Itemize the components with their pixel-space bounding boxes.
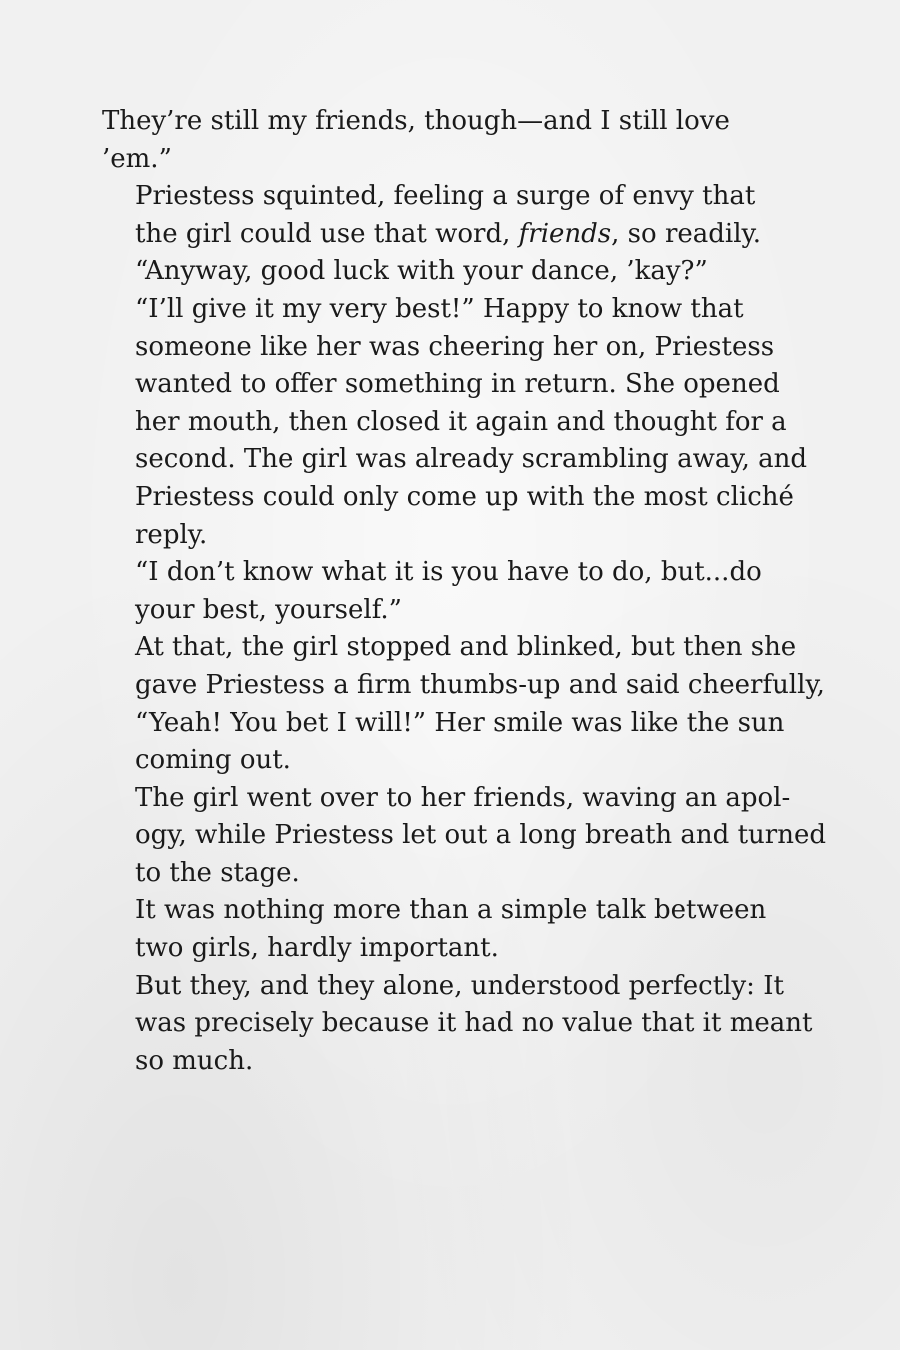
body-text [102, 103, 826, 1080]
paragraph [102, 291, 807, 554]
text-line: your best, yourself.” [135, 594, 402, 625]
text-line: gave Priestess a firm thumbs-up and said cheerfully, [135, 669, 825, 700]
text-line: wanted to offer something in return. She opened [135, 369, 780, 400]
text-line: Priestess could only come up with the most cliché [135, 481, 794, 512]
text-line: her mouth, then closed it again and thought for a [135, 406, 787, 437]
text-line: “Yeah! You bet I will!” Her smile was like the sun [135, 707, 785, 738]
text-line: two girls, hardly important. [135, 933, 499, 964]
text-line: They’re still my friends, though—and I still love [102, 106, 730, 136]
text-line: The girl went over to her friends, waving an apol- [135, 782, 791, 813]
text-line: the girl could use that word, friends, so readily. [135, 218, 762, 249]
paragraph [102, 554, 792, 629]
text-line: ogy, while Priestess let out a long breath and turned [135, 820, 826, 851]
text-line: Priestess squinted, feeling a surge of envy that [135, 181, 756, 212]
text-line: It was nothing more than a simple talk between [135, 895, 767, 926]
paragraph [102, 892, 792, 967]
paragraph [102, 968, 813, 1081]
text-line: But they, and they alone, understood perfectly: It [135, 970, 784, 1001]
text-line: At that, the girl stopped and blinked, but then she [135, 632, 797, 663]
text-line: someone like her was cheering her on, Priestess [135, 331, 775, 362]
paragraph [102, 253, 792, 291]
text-line: ’em.” [102, 143, 172, 174]
text-line: was precisely because it had no value that it meant [135, 1008, 813, 1039]
text-line: “I’ll give it my very best!” Happy to know that [135, 293, 744, 324]
text-line: coming out. [135, 745, 291, 776]
paragraph [102, 178, 792, 253]
text-line: “I don’t know what it is you have to do, but...do [135, 557, 762, 588]
paragraph [102, 629, 825, 779]
text-line: so much. [135, 1045, 254, 1076]
text-line: to the stage. [135, 857, 300, 888]
text-line: reply. [135, 519, 208, 550]
text-line: “Anyway, good luck with your dance, ’kay?” [135, 256, 708, 287]
paragraph [102, 780, 826, 893]
paragraph [102, 103, 792, 178]
text-line: second. The girl was already scrambling away, and [135, 444, 807, 475]
